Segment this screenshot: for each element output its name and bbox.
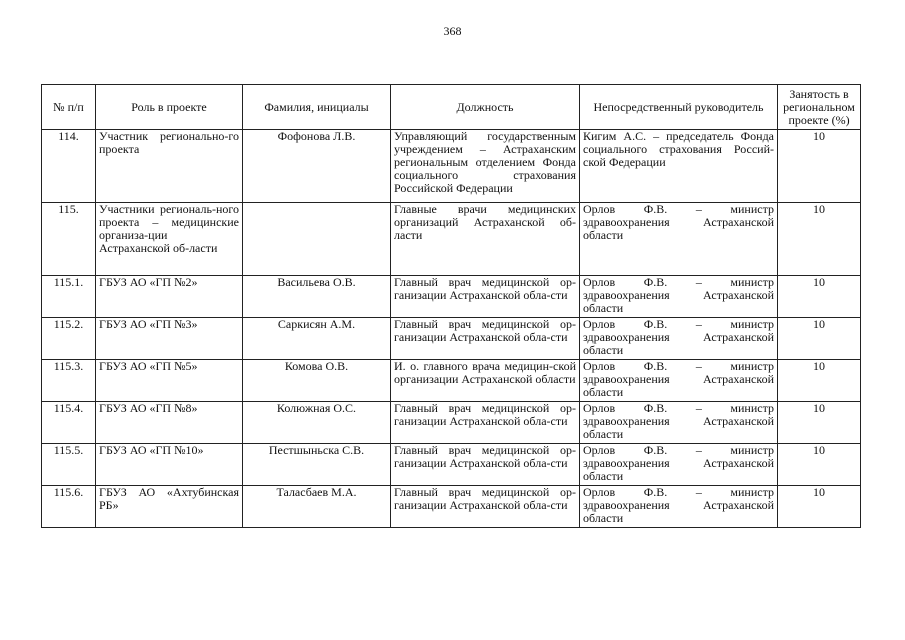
cell-role: ГБУЗ АО «ГП №2»: [96, 276, 243, 318]
cell-head: Орлов Ф.В. – министр здравоохранения Астраханской области: [580, 486, 778, 528]
cell-position: Главный врач медицинской ор-ганизации Астраханской обла-сти: [391, 276, 580, 318]
cell-pct: 10: [778, 203, 861, 276]
table-row: [42, 276, 861, 318]
cell-role: ГБУЗ АО «ГП №3»: [96, 318, 243, 360]
cell-role: Участники региональ-ного проекта – медицинские организа-ции Астраханской об-ласти: [96, 203, 243, 276]
cell-position: И. о. главного врача медицин-ской организации Астраханской области: [391, 360, 580, 402]
participants-table: [41, 84, 861, 528]
cell-name: Таласбаев М.А.: [243, 486, 391, 528]
cell-pct: 10: [778, 276, 861, 318]
table-row: [42, 402, 861, 444]
cell-pct: 10: [778, 360, 861, 402]
header-pct: Занятость в региональном проекте (%): [778, 85, 861, 130]
cell-num: 114.: [42, 130, 96, 203]
cell-name: Васильева О.В.: [243, 276, 391, 318]
table-row: [42, 203, 861, 276]
cell-head: Орлов Ф.В. – министр здравоохранения Астраханской области: [580, 360, 778, 402]
cell-pct: 10: [778, 130, 861, 203]
cell-role: ГБУЗ АО «Ахтубинская РБ»: [96, 486, 243, 528]
cell-pct: 10: [778, 486, 861, 528]
cell-name: Колюжная О.С.: [243, 402, 391, 444]
table-row: [42, 360, 861, 402]
cell-pct: 10: [778, 318, 861, 360]
cell-position: Главный врач медицинской ор-ганизации Астраханской обла-сти: [391, 402, 580, 444]
cell-num: 115.6.: [42, 486, 96, 528]
cell-head: Орлов Ф.В. – министр здравоохранения Астраханской области: [580, 402, 778, 444]
cell-head: Орлов Ф.В. – министр здравоохранения Астраханской области: [580, 444, 778, 486]
header-name: Фамилия, инициалы: [243, 85, 391, 130]
page-number: 368: [443, 24, 462, 38]
cell-name: Комова О.В.: [243, 360, 391, 402]
cell-position: Управляющий государственным учреждением – Астраханским региональным отделением Фонда социального страхования Российской Федерации: [391, 130, 580, 203]
table-row: [42, 486, 861, 528]
cell-role: ГБУЗ АО «ГП №5»: [96, 360, 243, 402]
cell-name: [243, 203, 391, 276]
cell-head: Орлов Ф.В. – министр здравоохранения Астраханской области: [580, 276, 778, 318]
cell-role: ГБУЗ АО «ГП №10»: [96, 444, 243, 486]
cell-head: Орлов Ф.В. – министр здравоохранения Астраханской области: [580, 203, 778, 276]
cell-pct: 10: [778, 444, 861, 486]
header-head: Непосредственный руководитель: [580, 85, 778, 130]
cell-position: Главные врачи медицинских организаций Астраханской об-ласти: [391, 203, 580, 276]
cell-num: 115.3.: [42, 360, 96, 402]
cell-name: Пестшыньска С.В.: [243, 444, 391, 486]
cell-name: Саркисян А.М.: [243, 318, 391, 360]
cell-position: Главный врач медицинской ор-ганизации Астраханской обла-сти: [391, 486, 580, 528]
cell-position: Главный врач медицинской ор-ганизации Астраханской обла-сти: [391, 444, 580, 486]
header-role: Роль в проекте: [96, 85, 243, 130]
table-header-row: [42, 85, 861, 130]
cell-role: Участник регионально-го проекта: [96, 130, 243, 203]
cell-num: 115.4.: [42, 402, 96, 444]
table-row: [42, 130, 861, 203]
cell-num: 115.: [42, 203, 96, 276]
table-row: [42, 318, 861, 360]
cell-num: 115.5.: [42, 444, 96, 486]
cell-position: Главный врач медицинской ор-ганизации Астраханской обла-сти: [391, 318, 580, 360]
cell-pct: 10: [778, 402, 861, 444]
cell-role: ГБУЗ АО «ГП №8»: [96, 402, 243, 444]
cell-num: 115.2.: [42, 318, 96, 360]
cell-num: 115.1.: [42, 276, 96, 318]
header-position: Должность: [391, 85, 580, 130]
header-num: № п/п: [42, 85, 96, 130]
cell-head: Кигим А.С. – председатель Фонда социального страхования Россий-ской Федерации: [580, 130, 778, 203]
table-row: [42, 444, 861, 486]
cell-head: Орлов Ф.В. – министр здравоохранения Астраханской области: [580, 318, 778, 360]
cell-name: Фофонова Л.В.: [243, 130, 391, 203]
